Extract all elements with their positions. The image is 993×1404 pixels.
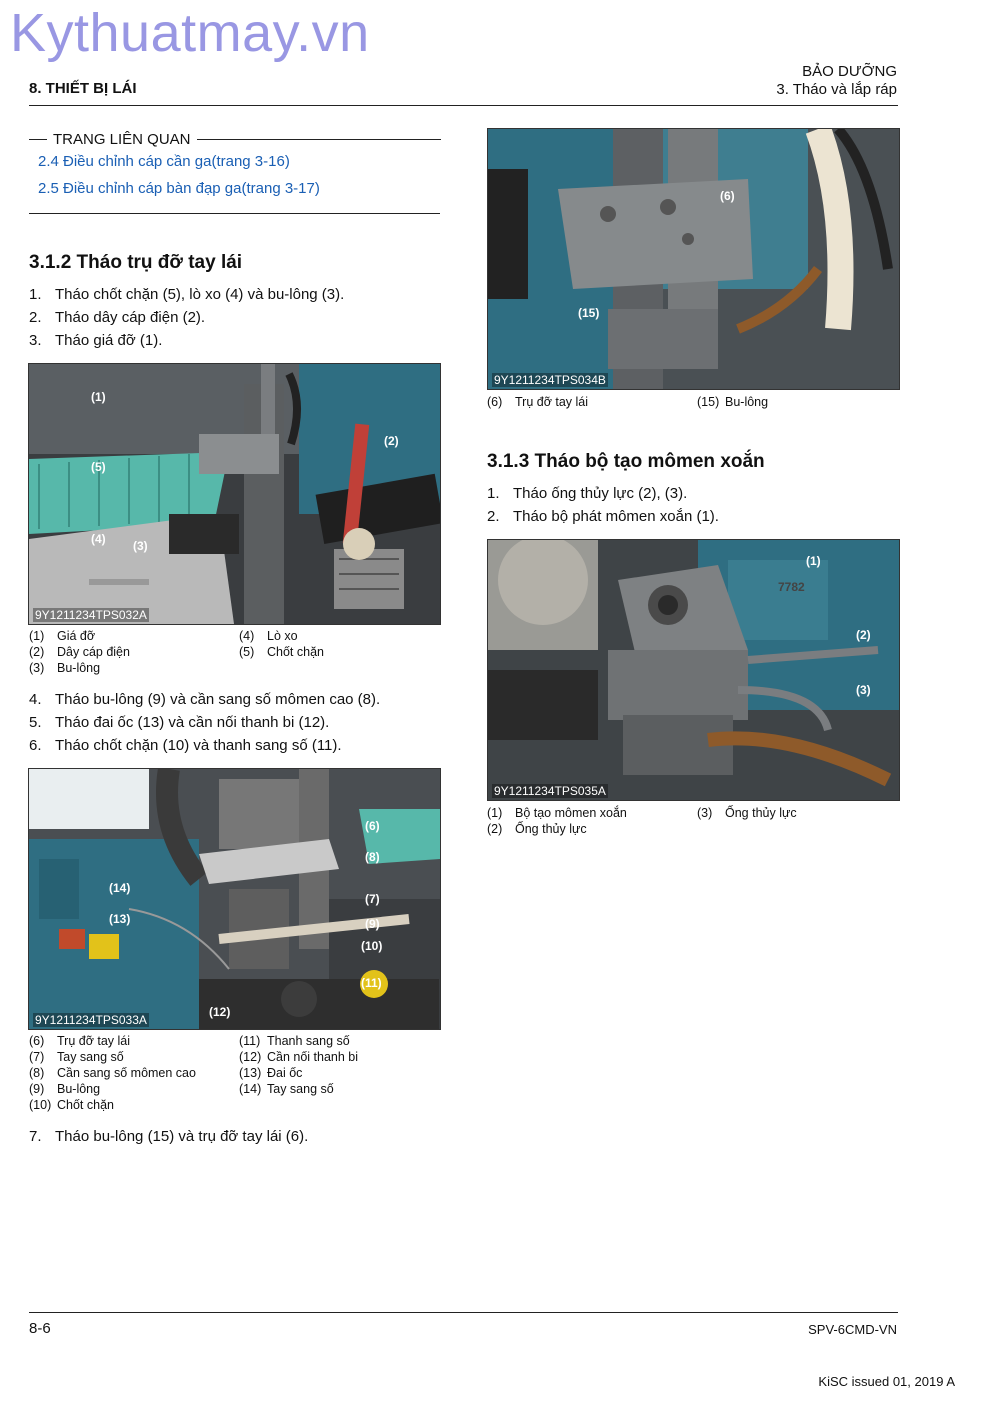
callout-2: (2)	[384, 434, 399, 448]
callout-14: (14)	[109, 881, 131, 895]
legend-item: (6) Trụ đỡ tay lái	[29, 1034, 131, 1048]
step-item: 4. Tháo bu-lông (9) và cần sang số mômen cao (8).	[29, 691, 381, 708]
step-item: 7. Tháo bu-lông (15) và trụ đỡ tay lái (6).	[29, 1128, 309, 1145]
legend-item: (13) Đai ốc	[239, 1066, 303, 1080]
figure-3-illustration	[488, 129, 899, 389]
step-7	[29, 1125, 308, 1148]
legend-item: (10) Chốt chặn	[29, 1098, 114, 1112]
engine-stamp: 7782	[778, 580, 805, 594]
figure-3-photo	[487, 128, 900, 390]
callout-3: (3)	[856, 683, 871, 697]
step-item: 6. Tháo chốt chặn (10) và thanh sang số (11).	[29, 737, 342, 754]
callout-4: (4)	[91, 532, 106, 546]
section-heading-312: 3.1.2 Tháo trụ đỡ tay lái	[29, 252, 243, 273]
step-item: 1. Tháo chốt chặn (5), lò xo (4) và bu-lông (3).	[29, 286, 345, 303]
header-rule	[29, 105, 898, 106]
document-code: SPV-6CMD-VN	[808, 1322, 897, 1337]
callout-15: (15)	[578, 306, 600, 320]
figure-1-code: 9Y1211234TPS032A	[35, 608, 147, 622]
step-item: 2. Tháo dây cáp điện (2).	[29, 309, 206, 326]
legend-item: (1) Bộ tạo mômen xoắn	[487, 806, 627, 820]
related-bottom-rule	[29, 213, 440, 214]
callout-5: (5)	[91, 460, 106, 474]
figure-4-illustration	[488, 540, 899, 800]
callout-12: (12)	[209, 1005, 231, 1019]
legend-item: (11) Thanh sang số	[239, 1034, 350, 1048]
figure-3-legend	[487, 394, 899, 412]
callout-2: (2)	[856, 628, 871, 642]
legend-item: (2) Ống thủy lực	[487, 822, 587, 836]
section-title: BẢO DƯỠNG	[802, 63, 897, 80]
related-title: TRANG LIÊN QUAN	[53, 131, 191, 148]
figure-4-photo	[487, 539, 900, 801]
related-link-2[interactable]: 2.5 Điều chỉnh cáp bàn đạp ga(trang 3-17)	[38, 180, 320, 197]
callout-1: (1)	[91, 390, 106, 404]
legend-item: (6) Trụ đỡ tay lái	[487, 395, 589, 409]
related-dash-right	[197, 139, 441, 140]
legend-item: (2) Dây cáp điện	[29, 645, 130, 659]
legend-item: (9) Bu-lông	[29, 1082, 101, 1096]
callout-13: (13)	[109, 912, 131, 926]
callout-7: (7)	[365, 892, 380, 906]
watermark-logo: Kythuatmay.vn	[10, 3, 370, 63]
callout-3: (3)	[133, 539, 148, 553]
steps-list-a	[29, 283, 344, 352]
chapter-title: 8. THIẾT BỊ LÁI	[29, 80, 137, 97]
figure-1-photo	[28, 363, 441, 625]
legend-item: (15) Bu-lông	[697, 395, 769, 409]
related-title-row	[29, 131, 441, 148]
steps-list-b	[29, 688, 380, 757]
legend-item: (3) Ống thủy lực	[697, 806, 797, 820]
legend-item: (1) Giá đỡ	[29, 629, 96, 643]
callout-9: (9)	[365, 917, 380, 931]
figure-4-code: 9Y1211234TPS035A	[494, 784, 606, 798]
header-right	[776, 63, 897, 99]
figure-2-photo	[28, 768, 441, 1030]
steps-list-313	[487, 482, 719, 528]
page-number: 8-6	[29, 1320, 51, 1337]
legend-item: (4) Lò xo	[239, 629, 298, 643]
related-link-1[interactable]: 2.4 Điều chỉnh cáp cần ga(trang 3-16)	[38, 153, 290, 170]
legend-item: (7) Tay sang số	[29, 1050, 124, 1064]
step-item: 5. Tháo đai ốc (13) và cần nối thanh bi (12).	[29, 714, 330, 731]
figure-4-legend	[487, 805, 899, 839]
legend-item: (5) Chốt chặn	[239, 645, 324, 659]
callout-6: (6)	[365, 819, 380, 833]
figure-2-code: 9Y1211234TPS033A	[35, 1013, 147, 1027]
callout-10: (10)	[361, 939, 383, 953]
figure-3-code: 9Y1211234TPS034B	[494, 373, 606, 387]
figure-1-legend	[29, 628, 441, 678]
section-heading-313: 3.1.3 Tháo bộ tạo mômen xoắn	[487, 451, 765, 472]
step-item: 1. Tháo ống thủy lực (2), (3).	[487, 485, 688, 502]
legend-item: (14) Tay sang số	[239, 1082, 334, 1096]
step-item: 3. Tháo giá đỡ (1).	[29, 332, 163, 349]
callout-8: (8)	[365, 850, 380, 864]
related-dash-left	[29, 139, 47, 140]
legend-item: (12) Cần nối thanh bi	[239, 1050, 359, 1064]
callout-1: (1)	[806, 554, 821, 568]
callout-6: (6)	[720, 189, 735, 203]
legend-item: (3) Bu-lông	[29, 661, 101, 675]
subsection-title: 3. Tháo và lắp ráp	[776, 81, 897, 98]
issue-note: KiSC issued 01, 2019 A	[818, 1374, 955, 1389]
callout-11: (11)	[361, 976, 382, 990]
figure-2-legend	[29, 1033, 441, 1115]
legend-item: (8) Cần sang số mômen cao	[29, 1066, 196, 1080]
footer-rule	[29, 1312, 898, 1313]
step-item: 2. Tháo bộ phát mômen xoắn (1).	[487, 508, 719, 525]
